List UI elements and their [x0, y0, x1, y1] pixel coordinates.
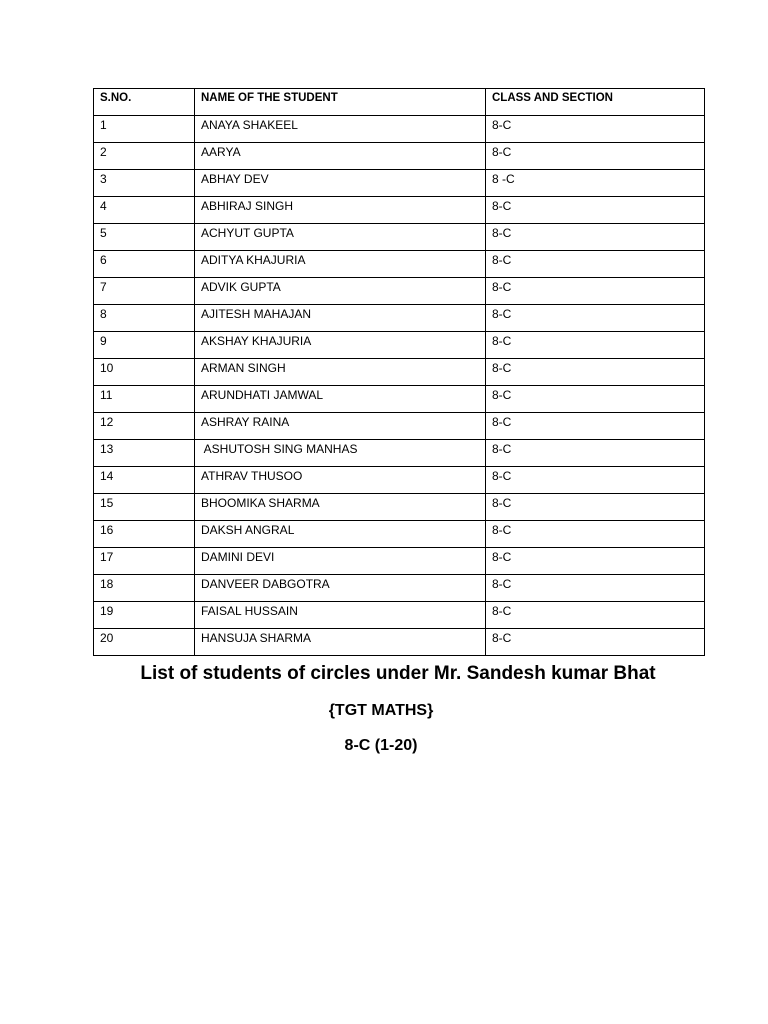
table-row	[94, 359, 705, 386]
cell-student-name: ADVIK GUPTA	[195, 278, 486, 305]
table-row	[94, 332, 705, 359]
cell-sno: 11	[94, 386, 195, 413]
cell-student-name: ANAYA SHAKEEL	[195, 116, 486, 143]
table-row	[94, 143, 705, 170]
cell-sno: 15	[94, 494, 195, 521]
cell-student-name: ASHRAY RAINA	[195, 413, 486, 440]
cell-student-name: ARUNDHATI JAMWAL	[195, 386, 486, 413]
cell-student-name: AKSHAY KHAJURIA	[195, 332, 486, 359]
cell-sno: 4	[94, 197, 195, 224]
cell-class-section: 8-C	[486, 224, 705, 251]
cell-class-section: 8-C	[486, 332, 705, 359]
cell-sno: 10	[94, 359, 195, 386]
cell-sno: 8	[94, 305, 195, 332]
cell-student-name: ARMAN SINGH	[195, 359, 486, 386]
cell-class-section: 8-C	[486, 278, 705, 305]
cell-class-section: 8-C	[486, 197, 705, 224]
table-row	[94, 278, 705, 305]
header-sno: S.NO.	[94, 89, 195, 116]
cell-sno: 6	[94, 251, 195, 278]
cell-class-section: 8-C	[486, 386, 705, 413]
cell-sno: 12	[94, 413, 195, 440]
cell-student-name: DAMINI DEVI	[195, 548, 486, 575]
cell-sno: 17	[94, 548, 195, 575]
cell-sno: 18	[94, 575, 195, 602]
table-row	[94, 440, 705, 467]
cell-sno: 1	[94, 116, 195, 143]
cell-class-section: 8-C	[486, 143, 705, 170]
cell-class-section: 8-C	[486, 116, 705, 143]
cell-student-name: ABHIRAJ SINGH	[195, 197, 486, 224]
cell-student-name: ASHUTOSH SING MANHAS	[195, 440, 486, 467]
table-row	[94, 116, 705, 143]
table-row	[94, 197, 705, 224]
cell-student-name: ADITYA KHAJURIA	[195, 251, 486, 278]
table-row	[94, 413, 705, 440]
cell-sno: 14	[94, 467, 195, 494]
header-class-section: CLASS AND SECTION	[486, 89, 705, 116]
cell-student-name: AARYA	[195, 143, 486, 170]
cell-class-section: 8-C	[486, 359, 705, 386]
cell-class-section: 8-C	[486, 602, 705, 629]
cell-sno: 5	[94, 224, 195, 251]
cell-class-section: 8-C	[486, 467, 705, 494]
cell-class-section: 8-C	[486, 413, 705, 440]
cell-class-section: 8-C	[486, 548, 705, 575]
cell-sno: 16	[94, 521, 195, 548]
cell-class-section: 8-C	[486, 305, 705, 332]
table-row	[94, 602, 705, 629]
cell-student-name: DANVEER DABGOTRA	[195, 575, 486, 602]
cell-student-name: BHOOMIKA SHARMA	[195, 494, 486, 521]
table-row	[94, 305, 705, 332]
cell-class-section: 8-C	[486, 494, 705, 521]
table-row	[94, 548, 705, 575]
cell-sno: 13	[94, 440, 195, 467]
cell-sno: 3	[94, 170, 195, 197]
table-row	[94, 521, 705, 548]
cell-sno: 9	[94, 332, 195, 359]
table-row	[94, 575, 705, 602]
cell-sno: 7	[94, 278, 195, 305]
cell-class-section: 8-C	[486, 251, 705, 278]
cell-student-name: FAISAL HUSSAIN	[195, 602, 486, 629]
cell-class-section: 8-C	[486, 521, 705, 548]
cell-student-name: HANSUJA SHARMA	[195, 629, 486, 656]
cell-student-name: ACHYUT GUPTA	[195, 224, 486, 251]
class-range-label: 8-C (1-20)	[344, 737, 418, 754]
cell-student-name: ATHRAV THUSOO	[195, 467, 486, 494]
document-title: List of students of circles under Mr. Sandesh kumar Bhat	[140, 663, 656, 684]
cell-class-section: 8-C	[486, 629, 705, 656]
cell-class-section: 8-C	[486, 575, 705, 602]
student-list-table	[93, 88, 705, 656]
cell-class-section: 8-C	[486, 440, 705, 467]
table-row	[94, 224, 705, 251]
table-row	[94, 467, 705, 494]
cell-sno: 20	[94, 629, 195, 656]
cell-sno: 19	[94, 602, 195, 629]
table-row	[94, 629, 705, 656]
header-student-name: NAME OF THE STUDENT	[195, 89, 486, 116]
table-body	[94, 116, 705, 656]
cell-student-name: ABHAY DEV	[195, 170, 486, 197]
table-row	[94, 251, 705, 278]
table-row	[94, 386, 705, 413]
table-row	[94, 170, 705, 197]
table-header-row	[94, 89, 705, 116]
document-subtitle: {TGT MATHS}	[328, 702, 434, 719]
cell-class-section: 8 -C	[486, 170, 705, 197]
table-row	[94, 494, 705, 521]
cell-student-name: AJITESH MAHAJAN	[195, 305, 486, 332]
cell-sno: 2	[94, 143, 195, 170]
cell-student-name: DAKSH ANGRAL	[195, 521, 486, 548]
